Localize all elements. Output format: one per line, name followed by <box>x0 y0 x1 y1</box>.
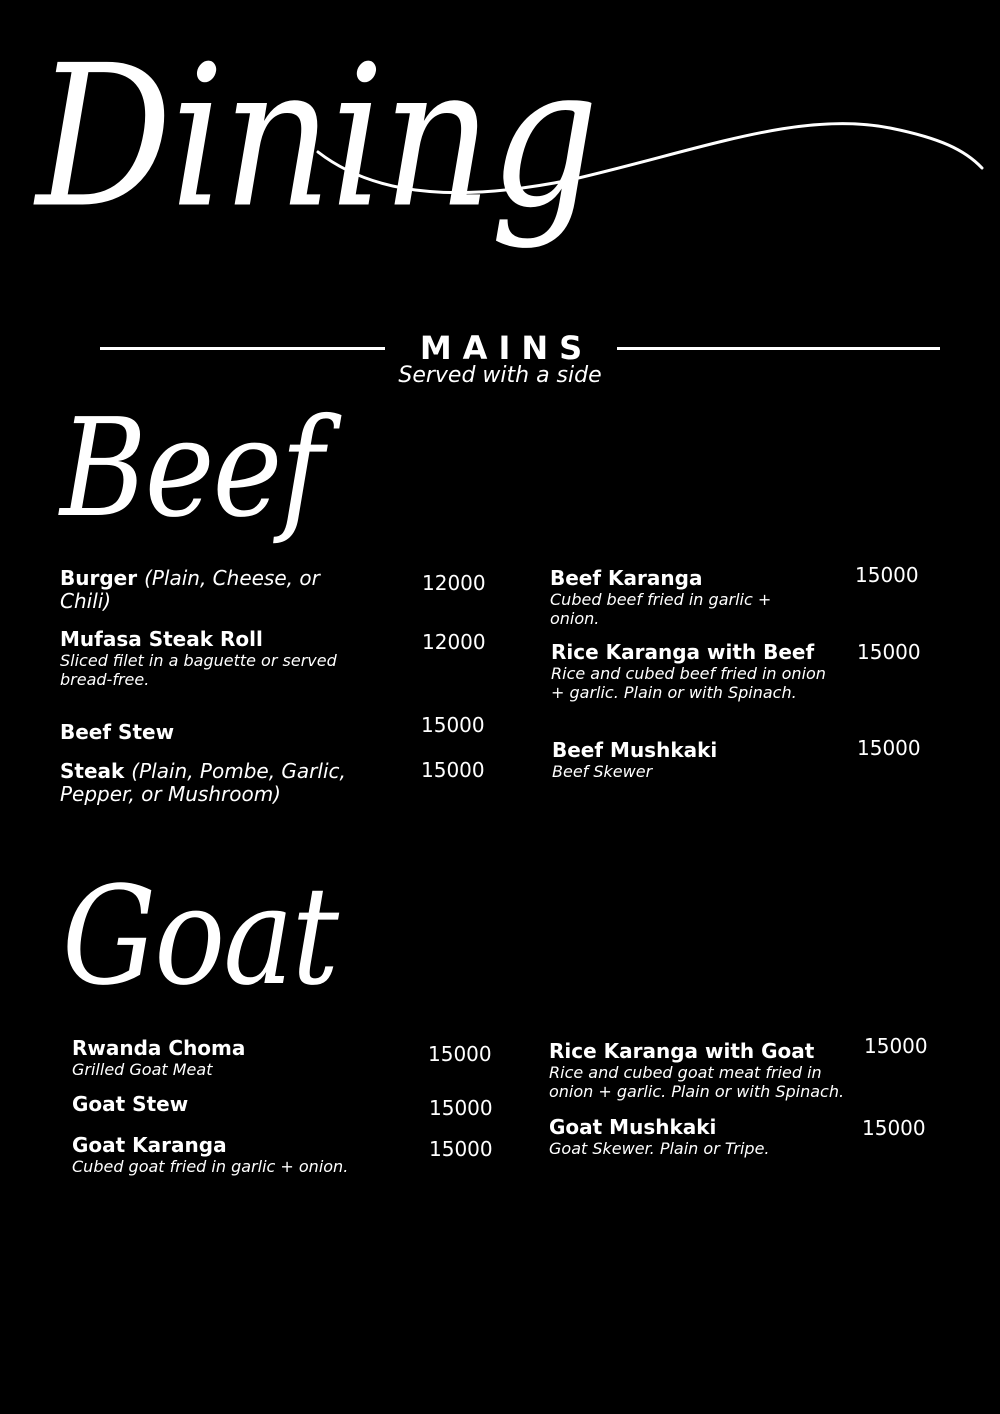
item-name: Beef Mushkaki <box>552 738 718 762</box>
section-divider-right <box>617 347 940 350</box>
item-price: 15000 <box>862 1116 926 1140</box>
item-price: 15000 <box>857 736 921 760</box>
title-swoosh-decoration <box>0 0 1000 300</box>
item-description: Rice and cubed goat meat fried in onion + garlic. Plain or with Spinach. <box>549 1063 845 1101</box>
item-name: Beef Stew <box>60 720 175 744</box>
item-name: Rwanda Choma <box>72 1036 246 1060</box>
item-price: 15000 <box>857 640 921 664</box>
item-price: 15000 <box>429 1096 493 1120</box>
item-price: 15000 <box>428 1042 492 1066</box>
item-description: Grilled Goat Meat <box>72 1060 213 1079</box>
item-name: Goat Karanga <box>72 1133 227 1157</box>
goat-heading: Goat <box>62 856 338 1016</box>
menu-item <box>60 721 360 744</box>
beef-heading: Beef <box>60 388 323 548</box>
item-price: 12000 <box>422 571 486 595</box>
item-name: Goat Mushkaki <box>549 1115 717 1139</box>
menu-item <box>549 1116 859 1158</box>
item-name: Rice Karanga with Beef <box>551 640 815 664</box>
item-price: 15000 <box>421 713 485 737</box>
menu-item <box>72 1093 402 1116</box>
item-name: Rice Karanga with Goat <box>549 1039 815 1063</box>
section-title: MAINS <box>419 329 594 367</box>
item-description: Sliced filet in a baguette or served bread-free. <box>60 651 337 689</box>
menu-item <box>60 760 370 806</box>
item-price: 15000 <box>429 1137 493 1161</box>
item-price: 15000 <box>864 1034 928 1058</box>
section-subtitle: Served with a side <box>398 363 602 388</box>
item-name: Beef Karanga <box>550 566 703 590</box>
menu-title: Dining <box>36 23 597 252</box>
section-divider-left <box>100 347 385 350</box>
item-description: Goat Skewer. Plain or Tripe. <box>549 1139 770 1158</box>
item-description: Cubed beef fried in garlic + onion. <box>550 590 772 628</box>
item-description: Rice and cubed beef fried in onion + garlic. Plain or with Spinach. <box>551 664 826 702</box>
menu-item <box>72 1037 402 1079</box>
item-price: 15000 <box>421 758 485 782</box>
item-price: 12000 <box>422 630 486 654</box>
menu-item <box>550 567 820 628</box>
item-name: Steak (Plain, Pombe, Garlic, Pepper, or Mushroom) <box>60 759 346 806</box>
menu-item <box>552 739 832 781</box>
item-options: (Plain, Cheese, or Chili) <box>60 566 320 613</box>
item-price: 15000 <box>855 563 919 587</box>
item-name: Goat Stew <box>72 1092 189 1116</box>
menu-item <box>60 628 390 689</box>
item-name: Burger (Plain, Cheese, or Chili) <box>60 566 320 613</box>
item-description: Beef Skewer <box>552 762 653 781</box>
menu-item <box>60 567 360 613</box>
item-description: Cubed goat fried in garlic + onion. <box>72 1157 349 1176</box>
menu-item <box>72 1134 412 1176</box>
menu-item <box>551 641 831 702</box>
menu-item <box>549 1040 859 1101</box>
item-options: (Plain, Pombe, Garlic, Pepper, or Mushroom) <box>60 759 346 806</box>
item-name: Mufasa Steak Roll <box>60 627 263 651</box>
